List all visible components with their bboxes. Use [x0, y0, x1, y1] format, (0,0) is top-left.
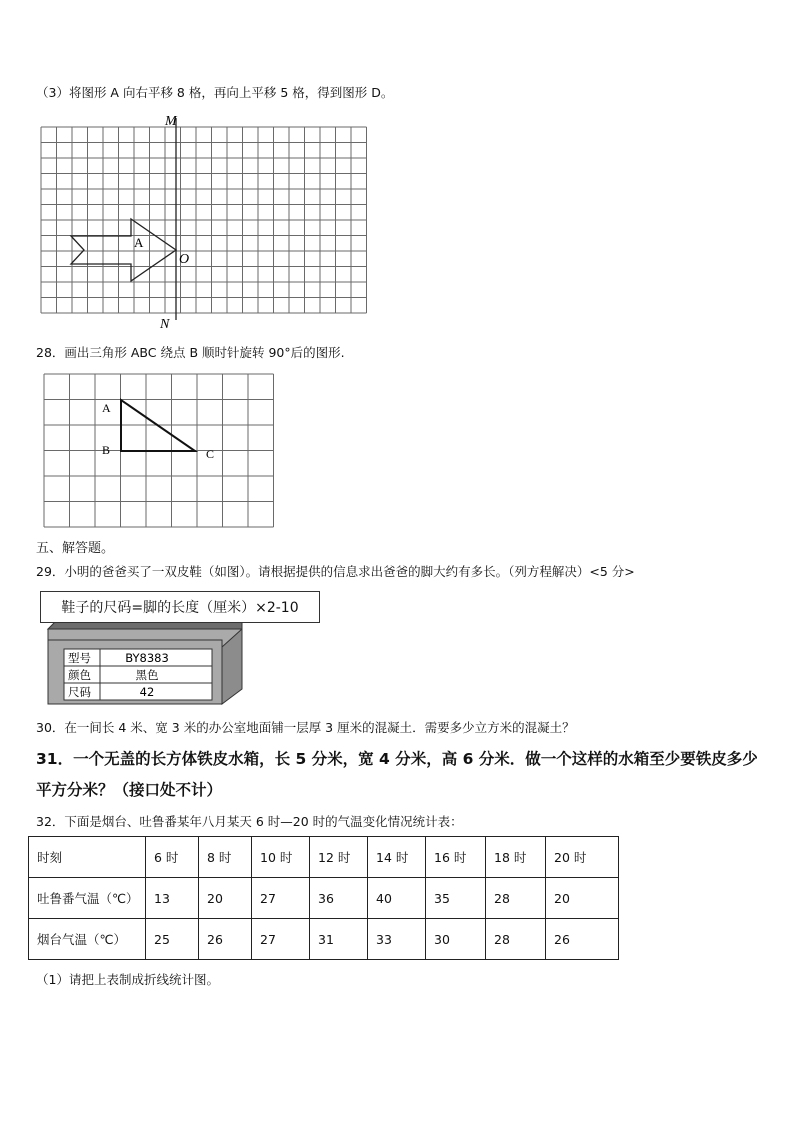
shoe-size-formula: 鞋子的尺码=脚的长度（厘米）×2-10: [40, 591, 320, 623]
row-label: 颜色: [68, 668, 91, 682]
label-m: M: [165, 114, 177, 129]
cell: 31: [310, 919, 368, 960]
temperature-table: [28, 836, 619, 960]
cell: 26: [199, 919, 252, 960]
row-value: 黑色: [135, 668, 159, 682]
header-cell: 14 时: [368, 837, 426, 878]
grid-lines: [41, 127, 367, 313]
cell: 35: [426, 878, 486, 919]
q30-text: 30．在一间长 4 米、宽 3 米的办公室地面铺一层厚 3 厘米的混凝土．需要多少立方米的混凝土？: [36, 720, 575, 735]
q28-grid-figure: [40, 372, 276, 530]
row-label: 型号: [68, 651, 91, 665]
cell: 36: [310, 878, 368, 919]
cell: 28: [486, 919, 546, 960]
cell: 28: [486, 878, 546, 919]
header-cell: 10 时: [252, 837, 310, 878]
q28-text: 28．画出三角形 ABC 绕点 B 顺时针旋转 90°后的图形.: [36, 345, 345, 360]
header-cell: 6 时: [146, 837, 199, 878]
q32-sub1-text: （1）请把上表制成折线统计图。: [36, 972, 219, 987]
row-label: 尺码: [68, 685, 91, 699]
row-label: 烟台气温（℃）: [29, 919, 146, 960]
cell: 27: [252, 919, 310, 960]
q29-text: 29．小明的爸爸买了一双皮鞋（如图）。请根据提供的信息求出爸爸的脚大约有多长。（列方程解决）<5 分>: [36, 564, 635, 579]
label-c: C: [206, 447, 215, 461]
table-row: [29, 919, 619, 960]
cell: 20: [199, 878, 252, 919]
q31-text-line2: 平方分米？（接口处不计）: [36, 781, 223, 799]
label-a: A: [102, 401, 111, 415]
cell: 26: [546, 919, 619, 960]
row-value: 42: [139, 685, 155, 699]
header-cell: 20 时: [546, 837, 619, 878]
header-cell: 18 时: [486, 837, 546, 878]
cell: 20: [546, 878, 619, 919]
label-o: O: [179, 252, 190, 267]
header-cell: 16 时: [426, 837, 486, 878]
q27-grid-figure: [30, 110, 380, 332]
header-cell: 时刻: [29, 837, 146, 878]
row-label: 吐鲁番气温（℃）: [29, 878, 146, 919]
q32-text: 32．下面是烟台、吐鲁番某年八月某天 6 时—20 时的气温变化情况统计表：: [36, 814, 463, 829]
section-title: 五、解答题。: [36, 541, 115, 556]
header-cell: 8 时: [199, 837, 252, 878]
q27-part3-text: （3）将图形 A 向右平移 8 格，再向上平移 5 格，得到图形 D。: [36, 85, 394, 100]
cell: 30: [426, 919, 486, 960]
table-header-row: [29, 837, 619, 878]
cell: 33: [368, 919, 426, 960]
row-value: BY8383: [125, 651, 169, 665]
label-n: N: [160, 317, 170, 332]
header-cell: 12 时: [310, 837, 368, 878]
label-a: A: [134, 235, 144, 250]
table-row: [29, 878, 619, 919]
shape-a: [71, 219, 176, 281]
shoe-box: [40, 619, 245, 709]
cell: 13: [146, 878, 199, 919]
cell: 25: [146, 919, 199, 960]
cell: 27: [252, 878, 310, 919]
q31-text-line1: 31．一个无盖的长方体铁皮水箱，长 5 分米，宽 4 分米，高 6 分米．做一个这样的水箱至少要铁皮多少: [36, 750, 758, 768]
label-b: B: [102, 443, 111, 457]
cell: 40: [368, 878, 426, 919]
